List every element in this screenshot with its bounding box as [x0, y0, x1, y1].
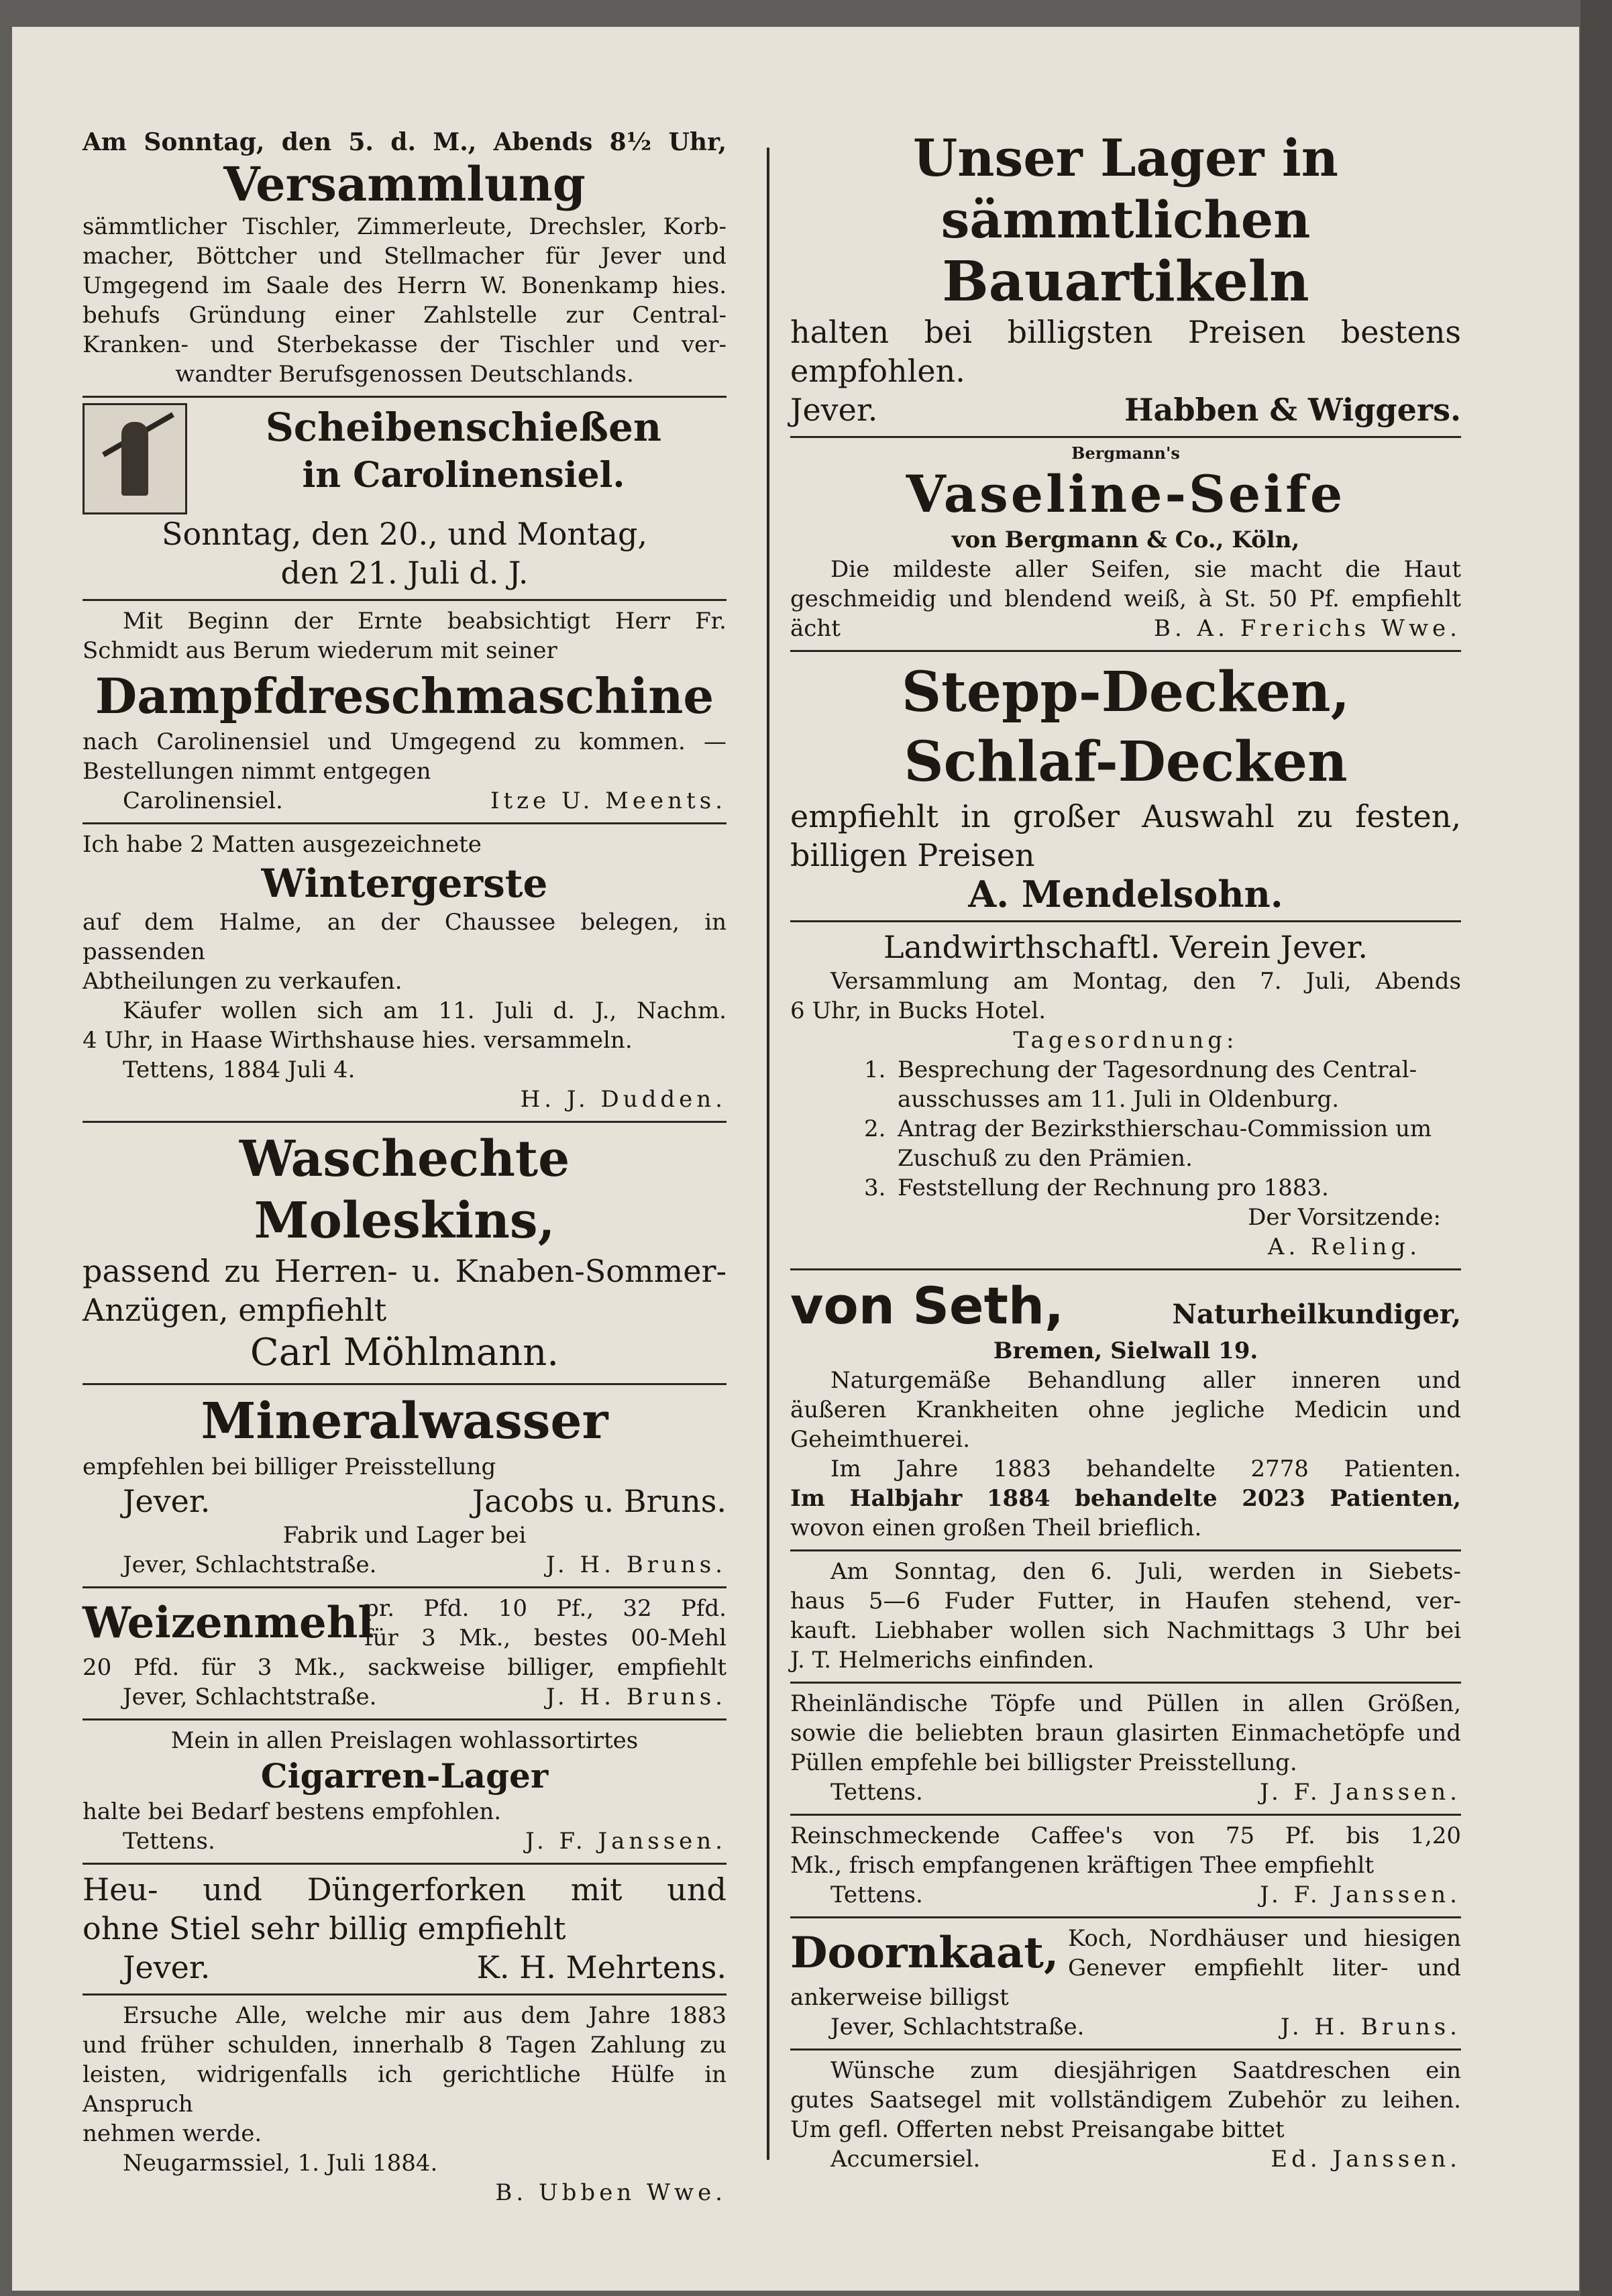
ad-line: Genever empfiehlt liter- und — [1068, 1955, 1461, 1981]
ad-agenda-heading: Tagesordnung: — [1013, 1027, 1238, 1054]
divider — [83, 1863, 727, 1865]
ad-pretitle: Bergmann's — [1071, 443, 1180, 463]
ad-title: Weizenmehl — [83, 1598, 374, 1648]
marksman-illustration — [83, 403, 187, 514]
ad-address: Jever, Schlachtstraße. — [123, 1684, 377, 1710]
ad-signature: Habben & Wiggers. — [1124, 392, 1461, 428]
ad-line: wovon einen großen Theil brieflich. — [790, 1515, 1202, 1541]
ad-title: Versammlung — [223, 156, 586, 212]
divider — [790, 2048, 1461, 2051]
ad-line: empfohlen. — [790, 353, 965, 389]
ad-price: für 3 Mk., bestes 00-Mehl — [364, 1625, 727, 1651]
ad-line: Mit Beginn der Ernte beabsichtigt Herr Fr. — [123, 608, 727, 635]
ad-title: Cigarren-Lager — [260, 1756, 549, 1796]
ad-signature: Ed. Janssen. — [1271, 2146, 1461, 2173]
ad-line: sowie die beliebten braun glasirten Einmachetöpfe und — [790, 1720, 1461, 1747]
ad-line: empfiehlt in großer Auswahl zu festen, — [790, 798, 1461, 834]
ad-toepfe — [790, 1689, 1461, 1807]
ad-line: Heu- und Düngerforken mit und — [83, 1871, 727, 1908]
book-spine-edge — [1580, 0, 1612, 2296]
ad-signature: B. A. Frerichs Wwe. — [1153, 615, 1461, 642]
ad-signature: A. Reling. — [1267, 1234, 1421, 1260]
ad-place: Jever. — [790, 392, 878, 428]
ad-signature: J. H. Bruns. — [1280, 2014, 1461, 2040]
ad-line: haus 5—6 Fuder Futter, in Haufen stehend, ver- — [790, 1588, 1461, 1615]
ad-caffee — [790, 1821, 1461, 1910]
ad-line: Geheimthuerei. — [790, 1426, 971, 1453]
ad-signature: J. H. Bruns. — [545, 1684, 727, 1710]
ad-line: gutes Saatsegel mit vollständigem Zubehör zu leihen. — [790, 2087, 1461, 2114]
ad-von-seth — [790, 1276, 1461, 1543]
ad-line: geschmeidig und blendend weiß, à St. 50 Pf. empfiehlt — [790, 586, 1461, 612]
agenda-item: 3. Feststellung der Rechnung pro 1883. — [864, 1174, 1329, 1201]
agenda-item: 1. Besprechung der Tagesordnung des Central- — [864, 1056, 1417, 1083]
ad-line: kauft. Liebhaber wollen sich Nachmittags 3 Uhr bei — [790, 1617, 1461, 1644]
ad-decken — [790, 657, 1461, 914]
ad-line: sämmtlicher Tischler, Zimmerleute, Drechsler, Korb- — [83, 213, 727, 240]
ad-place: Jever. — [123, 1949, 211, 1985]
ad-date: Sonntag, den 20., und Montag, — [161, 516, 648, 552]
newspaper-page — [12, 27, 1579, 2291]
ad-line: Bestellungen nimmt entgegen — [83, 758, 431, 785]
ad-line: halte bei Bedarf bestens empfohlen. — [83, 1798, 502, 1825]
ad-signature: J. F. Janssen. — [1259, 1881, 1461, 1908]
divider — [790, 1814, 1461, 1816]
ad-line: Anzügen, empfiehlt — [83, 1292, 387, 1328]
divider — [790, 650, 1461, 652]
ad-price: pr. Pfd. 10 Pf., 32 Pfd. — [364, 1595, 727, 1622]
ad-line: Mk., frisch empfangenen kräftigen Thee empfiehlt — [790, 1852, 1375, 1879]
ad-line: Koch, Nordhäuser und hiesigen — [1068, 1925, 1461, 1952]
ad-landwirtschaftl-verein — [790, 928, 1461, 1262]
ad-scheibenschiessen — [83, 403, 727, 514]
ad-moleskins — [83, 1128, 727, 1376]
divider — [83, 1121, 727, 1123]
ad-saatsegel — [790, 2056, 1461, 2174]
ad-signature: J. F. Janssen. — [1259, 1779, 1461, 1806]
ad-place: Tettens. — [830, 1881, 923, 1908]
divider — [790, 920, 1461, 922]
ad-line: leisten, widrigenfalls ich gerichtliche Hülfe in Anspruch — [83, 2061, 727, 2118]
ad-line: passend zu Herren- u. Knaben-Sommer- — [83, 1253, 727, 1289]
ad-line: Versammlung am Montag, den 7. Juli, Abends — [830, 968, 1461, 995]
divider — [790, 436, 1461, 438]
ad-address: Bremen, Sielwall 19. — [993, 1337, 1258, 1364]
ad-line: Im Halbjahr 1884 behandelte 2023 Patienten, — [790, 1485, 1461, 1512]
ad-chair: Der Vorsitzende: — [1248, 1204, 1441, 1231]
ad-mineralwasser — [83, 1390, 727, 1580]
ad-line: Püllen empfehle bei billigster Preisstellung. — [790, 1749, 1297, 1776]
ad-address: Jever, Schlachtstraße. — [830, 2014, 1085, 2040]
ad-line: äußeren Krankheiten ohne jegliche Medicin und — [790, 1397, 1461, 1423]
ad-line: Ersuche Alle, welche mir aus dem Jahre 1883 — [123, 2002, 727, 2029]
ad-vaseline-seife — [790, 443, 1461, 643]
ad-line: Im Jahre 1883 behandelte 2778 Patienten. — [830, 1456, 1461, 1482]
ad-title: Doornkaat, — [790, 1928, 1059, 1978]
ad-line: auf dem Halme, an der Chaussee belegen, in passenden — [83, 909, 727, 965]
divider — [790, 1916, 1461, 1918]
ad-title: von Seth, — [790, 1276, 1064, 1335]
ad-line: Schmidt aus Berum wiederum mit seiner — [83, 637, 557, 664]
divider — [83, 1586, 727, 1588]
ad-line: Kranken- und Sterbekasse der Tischler und ver- — [83, 331, 727, 358]
ad-line: nach Carolinensiel und Umgegend zu kommen. — — [83, 728, 727, 755]
ad-line: macher, Böttcher und Stellmacher für Jever und — [83, 243, 727, 270]
ad-line: ohne Stiel sehr billig empfiehlt — [83, 1910, 566, 1947]
ad-line: ächt — [790, 615, 841, 642]
ad-signature: Carl Möhlmann. — [250, 1331, 559, 1374]
ad-subtitle: Naturheilkundiger, — [1172, 1299, 1461, 1330]
ad-doornkaat — [790, 1924, 1461, 2042]
ad-signature: Itze U. Meents. — [490, 787, 727, 814]
ad-line: Käufer wollen sich am 11. Juli d. J., Nachm. — [123, 997, 727, 1024]
ad-line: empfehlen bei billiger Preisstellung — [83, 1454, 496, 1480]
ad-line: behufs Gründung einer Zahlstelle zur Central- — [83, 302, 727, 329]
ad-title: Wintergerste — [261, 861, 548, 906]
ad-line: Tettens, 1884 Juli 4. — [123, 1056, 356, 1083]
agenda-list — [790, 1055, 1461, 1203]
ad-line: Reinschmeckende Caffee's von 75 Pf. bis 1,20 — [790, 1822, 1461, 1849]
ad-line: Abtheilungen zu verkaufen. — [83, 968, 402, 995]
ad-line: Rheinländische Töpfe und Püllen in allen Größen, — [790, 1690, 1461, 1717]
ad-signature: J. F. Janssen. — [525, 1828, 727, 1855]
ad-bauartikel — [790, 127, 1461, 429]
ad-title: Scheibenschießen — [265, 404, 662, 450]
ad-line: Ich habe 2 Matten ausgezeichnete — [83, 831, 482, 858]
ad-line: J. T. Helmerichs einfinden. — [790, 1647, 1095, 1674]
left-column — [83, 127, 727, 2207]
ad-line: Am Sonntag, den 6. Juli, werden in Siebets- — [830, 1558, 1461, 1585]
ad-line: von Bergmann & Co., Köln, — [951, 527, 1300, 553]
ad-line: 6 Uhr, in Bucks Hotel. — [790, 997, 1046, 1024]
ad-signature: K. H. Mehrtens. — [476, 1949, 727, 1985]
ad-line: Umgegend im Saale des Herrn W. Bonenkamp hies. — [83, 272, 727, 299]
divider — [83, 1718, 727, 1720]
ad-place: Carolinensiel. — [123, 787, 283, 814]
ad-place: Jever. — [123, 1483, 211, 1519]
ad-line: Naturgemäße Behandlung aller inneren und — [830, 1367, 1461, 1394]
ad-title: Stepp-Decken, — [901, 660, 1350, 724]
divider — [790, 1549, 1461, 1551]
ad-weizenmehl — [83, 1594, 727, 1712]
ad-line: Wünsche zum diesjährigen Saatdreschen ein — [830, 2057, 1461, 2084]
ad-futter — [790, 1557, 1461, 1675]
ad-versammlung — [83, 127, 727, 389]
ad-place: Accumersiel. — [830, 2146, 981, 2173]
ad-firm: Jacobs u. Bruns. — [472, 1483, 727, 1519]
agenda-item-cont: ausschusses am 11. Juli in Oldenburg. — [898, 1086, 1340, 1113]
ad-header: Am Sonntag, den 5. d. M., Abends 8½ Uhr, — [83, 128, 727, 156]
ad-title: Landwirthschaftl. Verein Jever. — [883, 929, 1368, 965]
ad-address: Jever, Schlachtstraße. — [123, 1551, 377, 1578]
ad-ersuche — [83, 2001, 727, 2207]
divider — [83, 599, 727, 601]
ad-place: Tettens. — [123, 1828, 215, 1855]
divider — [83, 822, 727, 824]
ad-signature: J. H. Bruns. — [545, 1551, 727, 1578]
ad-title: Schlaf-Decken — [904, 730, 1348, 794]
ad-dampfdreschmaschine — [83, 606, 727, 816]
ad-line: Fabrik und Lager bei — [282, 1522, 527, 1549]
ad-duengerforken — [83, 1870, 727, 1987]
ad-place: Neugarmssiel, 1. Juli 1884. — [123, 2150, 438, 2177]
ad-place: Tettens. — [830, 1779, 923, 1806]
divider — [790, 1268, 1461, 1270]
ad-line: halten bei billigsten Preisen bestens — [790, 314, 1461, 350]
ad-title: Vaseline-Seife — [906, 464, 1346, 524]
ad-line: nehmen werde. — [83, 2120, 262, 2147]
ad-line: 20 Pfd. für 3 Mk., sackweise billiger, empfiehlt — [83, 1654, 727, 1681]
ad-subtitle: in Carolinensiel. — [302, 455, 625, 496]
ad-title: Unser Lager in sämmtlichen — [913, 128, 1338, 250]
ad-line: 4 Uhr, in Haase Wirthshause hies. versammeln. — [83, 1027, 633, 1054]
ad-line: billigen Preisen — [790, 837, 1035, 873]
ad-title: Waschechte Moleskins, — [239, 1130, 570, 1250]
divider — [83, 1383, 727, 1385]
agenda-item-cont: Zuschuß zu den Prämien. — [898, 1145, 1193, 1172]
agenda-item: 2. Antrag der Bezirksthierschau-Commission um — [864, 1115, 1432, 1142]
ad-title: Bauartikeln — [942, 250, 1309, 314]
ad-date: den 21. Juli d. J. — [280, 555, 529, 591]
ad-signature: A. Mendelsohn. — [968, 873, 1283, 916]
ad-signature: B. Ubben Wwe. — [495, 2179, 727, 2206]
ad-line: Die mildeste aller Seifen, sie macht die Haut — [830, 556, 1461, 583]
ad-line: Um gefl. Offerten nebst Preisangabe bittet — [790, 2116, 1285, 2143]
ad-title: Mineralwasser — [201, 1392, 608, 1450]
ad-title: Dampfdreschmaschine — [95, 667, 714, 724]
ad-line: ankerweise billigst — [790, 1984, 1009, 2011]
ad-line: und früher schulden, innerhalb 8 Tagen Zahlung zu — [83, 2032, 727, 2059]
right-column — [790, 127, 1461, 2174]
column-divider — [767, 148, 769, 2160]
ad-line: Mein in allen Preislagen wohlassortirtes — [170, 1727, 639, 1754]
divider — [790, 1682, 1461, 1684]
divider — [83, 396, 727, 398]
ad-cigarren — [83, 1726, 727, 1856]
divider — [83, 1993, 727, 1996]
ad-signature: H. J. Dudden. — [520, 1086, 727, 1113]
ad-wintergerste — [83, 830, 727, 1114]
ad-line: wandter Berufsgenossen Deutschlands. — [175, 361, 634, 388]
